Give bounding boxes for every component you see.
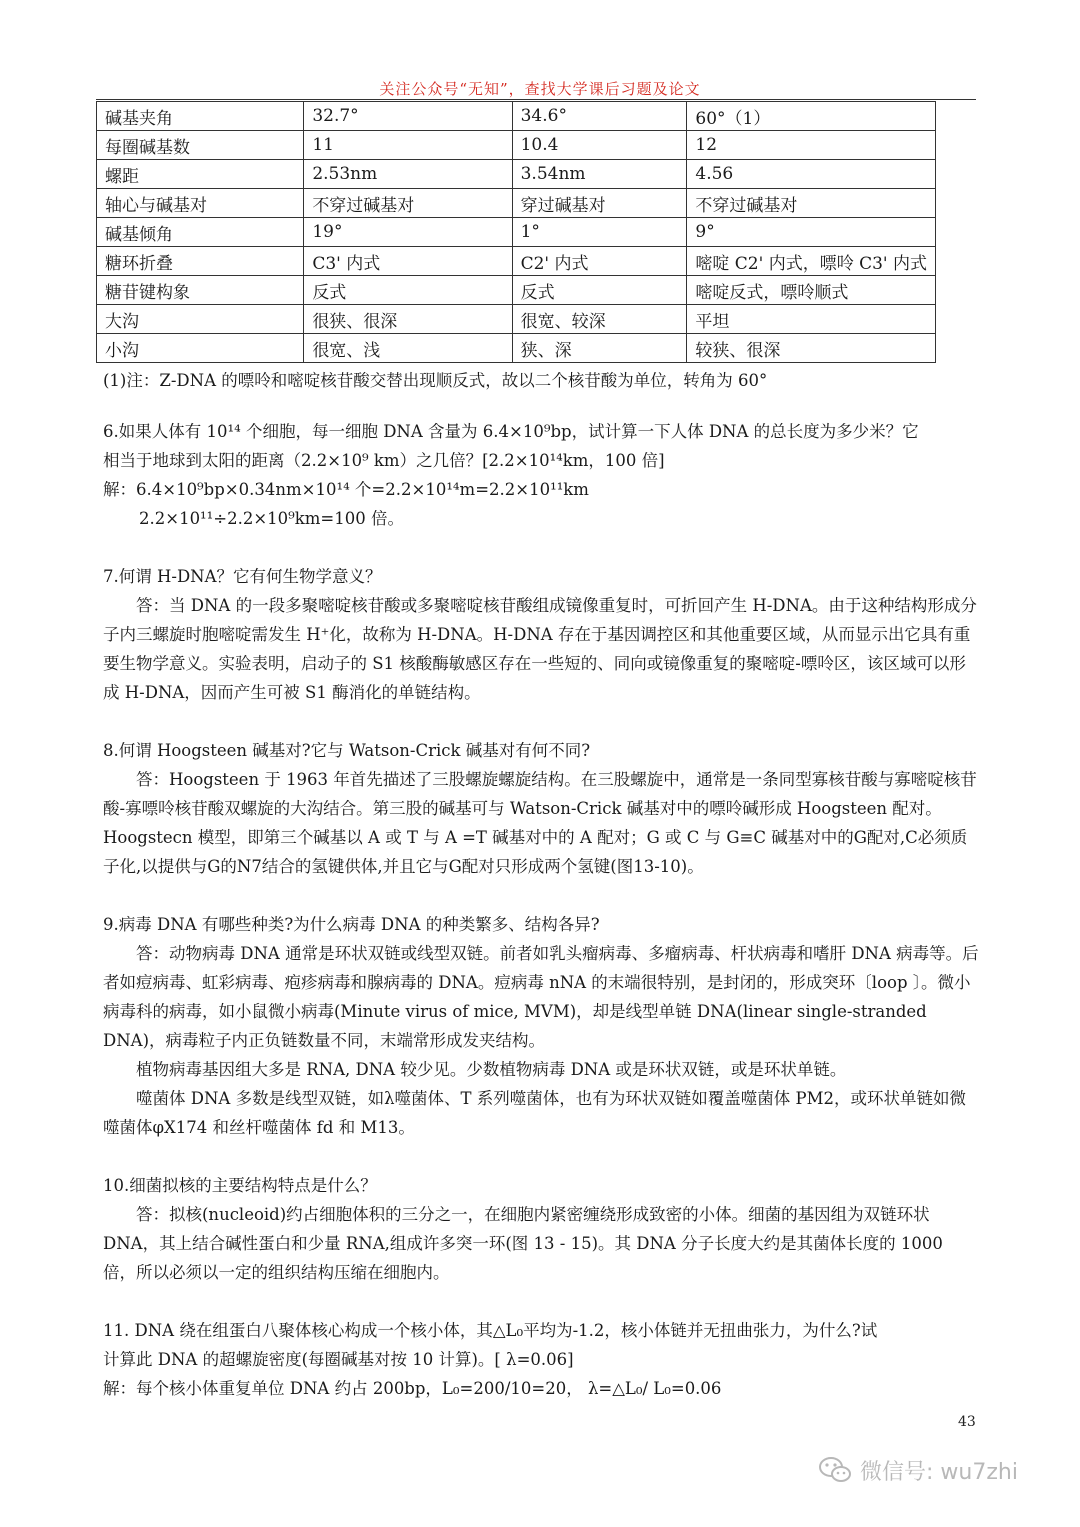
table-row	[97, 247, 936, 276]
q11-line1: 11. DNA 绕在组蛋白八聚体核心构成一个核小体，其△L₀平均为-1.2，核小体链并无扭曲张力，为什么?试	[103, 1321, 878, 1340]
table-cell: 糖苷键构象	[97, 276, 304, 305]
table-cell: 反式	[304, 276, 512, 305]
table-cell: 9°	[687, 218, 936, 247]
table-cell: 平坦	[687, 305, 936, 334]
table-cell: 11	[304, 131, 512, 160]
table-cell: 狭、深	[512, 334, 687, 363]
table-cell: 螺距	[97, 160, 304, 189]
dna-properties-table	[96, 101, 936, 363]
q6-solution-2: 2.2×10¹¹÷2.2×10⁹km=100 倍。	[139, 509, 404, 528]
table-cell: 12	[687, 131, 936, 160]
table-cell: 嘧啶 C2' 内式，嘌呤 C3' 内式	[687, 247, 936, 276]
q9-title: 9.病毒 DNA 有哪些种类?为什么病毒 DNA 的种类繁多、结构各异?	[103, 915, 600, 934]
table-row	[97, 189, 936, 218]
header-rule	[96, 99, 976, 100]
table-row	[97, 218, 936, 247]
page-content	[103, 366, 979, 1403]
table-cell: 较狭、很深	[687, 334, 936, 363]
table-row	[97, 305, 936, 334]
table-cell: 19°	[304, 218, 512, 247]
table-cell: 碱基倾角	[97, 218, 304, 247]
table-row	[97, 131, 936, 160]
q8-title: 8.何谓 Hoogsteen 碱基对?它与 Watson-Crick 碱基对有何不同?	[103, 741, 591, 760]
table-cell: 很宽、浅	[304, 334, 512, 363]
q9-answer-1: 答：动物病毒 DNA 通常是环状双链或线型双链。前者如乳头瘤病毒、多瘤病毒、杆状病毒和嗜肝 DNA 病毒等。后者如痘病毒、虹彩病毒、疱疹病毒和腺病毒的 DNA。痘病毒 nNA 的末端很特别，是封闭的，形成突环〔loop 〕。微小病毒科的病毒，如小鼠微小病毒(Minute virus of mice, MVM)，却是线型单链 DNA(linear single-stranded DNA)，病毒粒子内正负链数量不同，末端常形成发夹结构。	[103, 944, 979, 1050]
q6-line2: 相当于地球到太阳的距离（2.2×10⁹ km）之几倍？[2.2×10¹⁴km，100 倍]	[103, 451, 665, 470]
q8-answer: 答：Hoogsteen 于 1963 年首先描述了三股螺旋螺旋结构。在三股螺旋中，通常是一条同型寡核苷酸与寡嘧啶核苷酸-寡嘌呤核苷酸双螺旋的大沟结合。第三股的碱基可与 Watson-Crick 碱基对中的嘌呤碱形成 Hoogsteen 配对。Hoogstecn 模型，即第三个碱基以 A 或 T 与 A =T 碱基对中的 A 配对；G 或 C 与 G≡C 碱基对中的G配对,C必须质子化,以提供与G的N7结合的氢键供体,并且它与G配对只形成两个氢键(图13-10)。	[103, 770, 977, 876]
page-header: 关注公众号“无知”，查找大学课后习题及论文	[379, 80, 701, 98]
table-cell: 3.54nm	[512, 160, 687, 189]
table-cell: C3' 内式	[304, 247, 512, 276]
table-cell: 很宽、较深	[512, 305, 687, 334]
table-cell: 32.7°	[304, 102, 512, 131]
table-cell: 34.6°	[512, 102, 687, 131]
q7-title: 7.何谓 H-DNA？它有何生物学意义？	[103, 567, 382, 586]
table-cell: 60°（1）	[687, 102, 936, 131]
table-row	[97, 334, 936, 363]
table-cell: 不穿过碱基对	[304, 189, 512, 218]
q7-answer: 答：当 DNA 的一段多聚嘧啶核苷酸或多聚嘧啶核苷酸组成镜像重复时，可折回产生 H-DNA。由于这种结构形成分子内三螺旋时胞嘧啶需发生 H⁺化，故称为 H-DNA。H-DNA 存在于基因调控区和其他重要区域，从而显示出它具有重要生物学意义。实验表明，启动子的 S1 核酸酶敏感区存在一些短的、同向或镜像重复的聚嘧啶-嘌呤区，该区域可以形成 H-DNA，因而产生可被 S1 酶消化的单链结构。	[103, 596, 977, 702]
table-cell: 4.56	[687, 160, 936, 189]
wechat-watermark	[818, 1455, 1018, 1485]
table-cell: 穿过碱基对	[512, 189, 687, 218]
q9-answer-2: 植物病毒基因组大多是 RNA, DNA 较少见。少数植物病毒 DNA 或是环状双链，或是环状单链。	[136, 1060, 847, 1079]
table-cell: 很狭、很深	[304, 305, 512, 334]
table-cell: 嘧啶反式，嘌呤顺式	[687, 276, 936, 305]
q10-answer: 答：拟核(nucleoid)约占细胞体积的三分之一，在细胞内紧密缠绕形成致密的小体。细菌的基因组为双链环状 DNA，其上结合碱性蛋白和少量 RNA,组成许多突一环(图 13 - 15)。其 DNA 分子长度大约是其菌体长度的 1000 倍，所以必须以一定的组织结构压缩在细胞内。	[103, 1205, 943, 1282]
table-note: (1)注：Z-DNA 的嘌呤和嘧啶核苷酸交替出现顺反式，故以二个核苷酸为单位，转角为 60°	[103, 371, 768, 390]
table-row	[97, 160, 936, 189]
table-row	[97, 276, 936, 305]
table-cell: 轴心与碱基对	[97, 189, 304, 218]
table-cell: 糖环折叠	[97, 247, 304, 276]
q6-solution: 解：6.4×10⁹bp×0.34nm×10¹⁴ 个=2.2×10¹⁴m=2.2×10¹¹km	[103, 480, 589, 499]
table-cell: 10.4	[512, 131, 687, 160]
table-cell: 1°	[512, 218, 687, 247]
page-number: 43	[958, 1414, 976, 1430]
q9-answer-3: 噬菌体 DNA 多数是线型双链，如λ噬菌体、T 系列噬菌体，也有为环状双链如覆盖噬菌体 PM2，或环状单链如微噬菌体φX174 和丝杆噬菌体 fd 和 M13。	[103, 1089, 967, 1137]
q11-line2: 计算此 DNA 的超螺旋密度(每圈碱基对按 10 计算)。[ λ=0.06]	[103, 1350, 574, 1369]
table-cell: 不穿过碱基对	[687, 189, 936, 218]
table-cell: 大沟	[97, 305, 304, 334]
table-cell: 小沟	[97, 334, 304, 363]
table-cell: 碱基夹角	[97, 102, 304, 131]
wechat-icon	[818, 1456, 852, 1484]
q10-title: 10.细菌拟核的主要结构特点是什么？	[103, 1176, 377, 1195]
q11-solution: 解：每个核小体重复单位 DNA 约占 200bp，L₀=200/10=20， λ=△L₀/ L₀=0.06	[103, 1379, 722, 1398]
table-cell: 2.53nm	[304, 160, 512, 189]
q6-line1: 6.如果人体有 10¹⁴ 个细胞，每一细胞 DNA 含量为 6.4×10⁹bp，试计算一下人体 DNA 的总长度为多少米？它	[103, 422, 919, 441]
table-cell: 反式	[512, 276, 687, 305]
table-cell: C2' 内式	[512, 247, 687, 276]
table-cell: 每圈碱基数	[97, 131, 304, 160]
watermark-text: 微信号: wu7zhi	[860, 1459, 1018, 1485]
table-row	[97, 102, 936, 131]
